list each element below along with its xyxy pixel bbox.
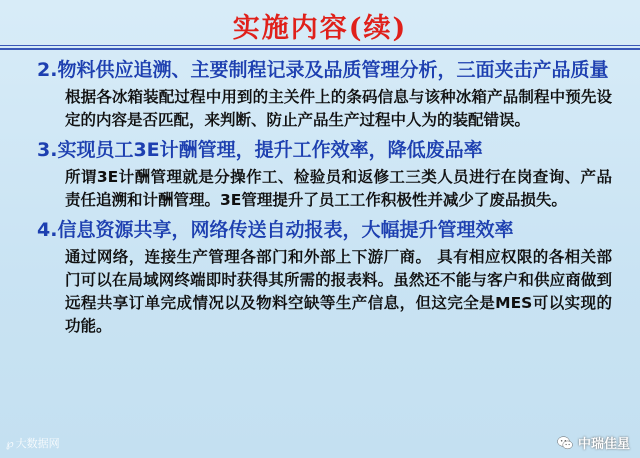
section-2 [37, 58, 617, 132]
wechat-icon [556, 434, 574, 452]
watermark-left-text: 大数据网 [15, 437, 60, 450]
section-3 [37, 138, 617, 212]
watermark-right-text: 中瑞佳星 [577, 437, 630, 452]
title-divider [0, 45, 640, 46]
section-heading: 4.信息资源共享，网络传送自动报表，大幅提升管理效率 [37, 219, 514, 241]
section-body: 根据各冰箱装配过程中用到的主关件上的条码信息与该种冰箱产品制程中预先设定的内容是否匹配，来判断、防止产品生产过程中人为的装配错误。 [65, 88, 612, 129]
section-body: 所谓3E计酬管理就是分操作工、检验员和返修工三类人员进行在岗查询、产品责任追溯和计酬管理。3E管理提升了员工工作积极性并减少了废品损失。 [65, 168, 612, 209]
title-divider-thick [0, 48, 640, 50]
slide-content [37, 58, 617, 344]
section-body: 通过网络，连接生产管理各部门和外部上下游厂商。 具有相应权限的各相关部门可以在局域网终端即时获得其所需的报表料。虽然还不能与客户和供应商做到远程共享订单完成情况以及物料空缺等生产信息，但这完全是MES可以实现的功能。 [65, 248, 612, 335]
watermark-logo-icon: ℘ [6, 436, 14, 450]
slide-title: 实施内容(续) [232, 13, 408, 44]
section-4 [37, 218, 617, 338]
section-heading: 3.实现员工3E计酬管理，提升工作效率，降低废品率 [37, 139, 483, 161]
watermark-left [6, 435, 60, 451]
section-heading: 2.物料供应追溯、主要制程记录及品质管理分析，三面夹击产品质量 [37, 59, 609, 81]
watermark-right [556, 433, 630, 452]
